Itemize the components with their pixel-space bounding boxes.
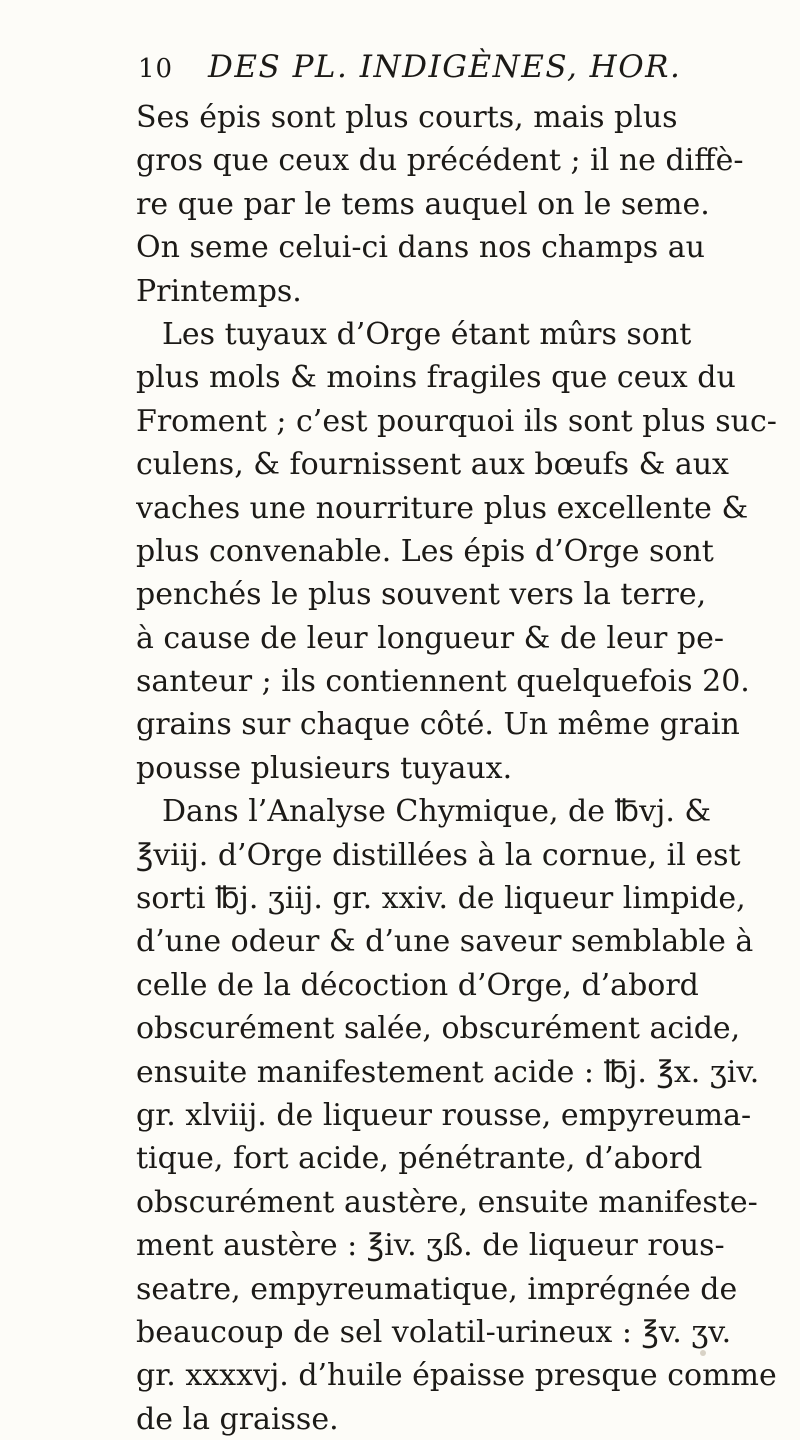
page-number: 10 (138, 54, 174, 84)
running-title: DES PL. INDIGÈNES, HOR. (208, 49, 682, 85)
text-line: seatre, empyreumatique, imprégnée de (136, 1271, 738, 1307)
text-line: celle de la décoction d’Orge, d’abord (136, 967, 699, 1003)
text-line: tique, fort acide, pénétrante, d’abord (136, 1141, 703, 1177)
text-line: ensuite manifestement acide : ℔j. ℥x. ʒiv. (136, 1054, 760, 1090)
text-line: obscurément austère, ensuite manifeste- (136, 1184, 758, 1220)
text-line: pousse plusieurs tuyaux. (136, 750, 513, 786)
text-line: vaches une nourriture plus excellente & (136, 490, 749, 526)
text-line: à cause de leur longueur & de leur pe- (136, 620, 724, 656)
body-text (136, 96, 796, 1441)
text-line: ℥viij. d’Orge distillées à la cornue, il est (136, 837, 741, 873)
text-line: re que par le tems auquel on le seme. (136, 186, 710, 222)
text-line: Printemps. (136, 273, 302, 309)
text-line: santeur ; ils contiennent quelquefois 20. (136, 664, 750, 700)
text-line: penchés le plus souvent vers la terre, (136, 577, 707, 613)
text-line: sorti ℔j. ʒiij. gr. xxiv. de liqueur limpide, (136, 881, 746, 917)
text-line: culens, & fournissent aux bœufs & aux (136, 447, 729, 483)
text-line: gr. xlviij. de liqueur rousse, empyreuma- (136, 1097, 752, 1133)
text-line: Dans l’Analyse Chymique, de ℔vj. & (162, 794, 712, 830)
text-line: grains sur chaque côté. Un même grain (136, 707, 740, 743)
text-line: plus convenable. Les épis d’Orge sont (136, 533, 714, 569)
text-line: beaucoup de sel volatil-urineux : ℥v. ʒv. (136, 1314, 732, 1350)
text-line: gros que ceux du précédent ; il ne diffè- (136, 143, 744, 179)
text-line: Ses épis sont plus courts, mais plus (136, 100, 678, 135)
page-header (138, 42, 778, 92)
ink-spot (700, 1350, 706, 1356)
text-line: On seme celui-ci dans nos champs au (136, 230, 705, 266)
text-line: gr. xxxxvj. d’huile épaisse presque comme (136, 1358, 777, 1394)
text-line: de la graisse. (136, 1401, 339, 1437)
text-line: Les tuyaux d’Orge étant mûrs sont (162, 316, 692, 352)
text-line: ment austère : ℥iv. ʒß. de liqueur rous- (136, 1228, 725, 1264)
text-line: Froment ; c’est pourquoi ils sont plus suc- (136, 403, 777, 439)
text-line: d’une odeur & d’une saveur semblable à (136, 924, 754, 960)
text-line: obscurément salée, obscurément acide, (136, 1011, 741, 1047)
text-line: plus mols & moins fragiles que ceux du (136, 360, 736, 396)
